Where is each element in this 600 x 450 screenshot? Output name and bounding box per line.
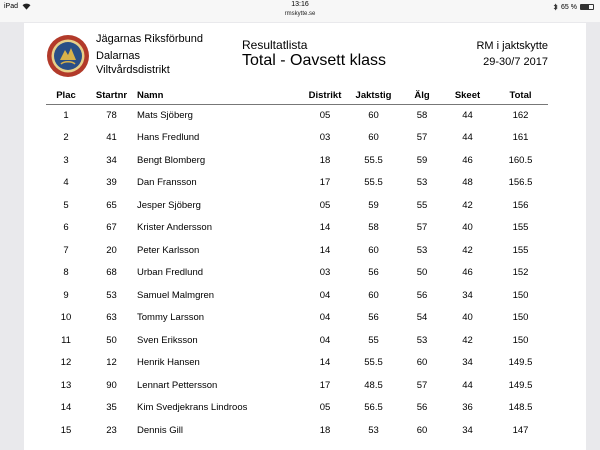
title-resultatlista: Resultatlista	[242, 38, 308, 52]
title-total-class: Total - Oavsett klass	[242, 52, 387, 69]
cell-total: 148.5	[508, 402, 533, 414]
cell-district: 04	[319, 334, 331, 346]
column-header-jaktstig: Jaktstig	[355, 89, 392, 101]
cell-jaktstig: 55	[368, 334, 379, 346]
cell-alg: 56	[416, 402, 428, 414]
cell-alg: 53	[416, 244, 428, 256]
cell-district: 18	[319, 154, 331, 166]
table-row	[46, 329, 548, 352]
cell-name: Tommy Larsson	[137, 312, 205, 324]
cell-place: 11	[61, 334, 71, 346]
cell-total: 149.5	[508, 357, 533, 369]
cell-skeet: 44	[462, 379, 473, 391]
cell-jaktstig: 60	[368, 289, 379, 301]
cell-name: Peter Karlsson	[137, 244, 200, 256]
org-line-1: Jägarnas Riksförbund	[96, 33, 204, 45]
cell-alg: 59	[416, 154, 428, 166]
cell-alg: 58	[416, 110, 428, 121]
cell-jaktstig: 48.5	[364, 379, 383, 391]
battery-icon	[580, 4, 594, 10]
cell-total: 150	[512, 289, 529, 301]
table-row	[46, 352, 548, 375]
cell-skeet: 40	[462, 222, 473, 234]
cell-skeet: 34	[462, 289, 473, 301]
cell-alg: 55	[416, 199, 428, 211]
cell-name: Urban Fredlund	[137, 267, 204, 279]
cell-alg: 53	[416, 334, 428, 346]
cell-place: 10	[60, 312, 72, 324]
cell-place: 1	[63, 110, 69, 121]
cell-total: 150	[512, 334, 529, 346]
cell-start-number: 39	[106, 177, 117, 189]
cell-skeet: 48	[462, 177, 473, 189]
cell-start-number: 65	[106, 199, 117, 211]
cell-name: Bengt Blomberg	[137, 154, 206, 166]
cell-jaktstig: 53	[368, 424, 379, 436]
cell-skeet: 42	[462, 334, 473, 346]
cell-alg: 57	[416, 379, 428, 391]
cell-alg: 57	[416, 222, 428, 234]
cell-place: 3	[63, 154, 69, 166]
cell-total: 156	[512, 199, 529, 211]
cell-start-number: 50	[106, 334, 117, 346]
cell-name: Samuel Malmgren	[137, 289, 215, 301]
cell-jaktstig: 56.5	[364, 402, 383, 414]
cell-jaktstig: 55.5	[364, 154, 383, 166]
cell-skeet: 46	[462, 267, 473, 279]
cell-skeet: 34	[462, 424, 473, 436]
cell-place: 2	[63, 132, 69, 144]
event-dates: 29-30/7 2017	[483, 56, 548, 68]
cell-place: 5	[63, 199, 69, 211]
table-header-row	[46, 87, 548, 104]
cell-jaktstig: 56	[368, 267, 379, 279]
cell-place: 9	[63, 289, 69, 301]
table-row	[46, 217, 548, 240]
table-row	[46, 284, 548, 307]
cell-district: 17	[319, 177, 331, 189]
cell-jaktstig: 55.5	[364, 177, 383, 189]
table-row	[46, 262, 548, 285]
cell-jaktstig: 60	[368, 244, 379, 256]
cell-start-number: 12	[106, 357, 117, 369]
table-row	[46, 127, 548, 150]
cell-alg: 60	[416, 357, 428, 369]
cell-start-number: 53	[106, 289, 117, 301]
cell-start-number: 63	[106, 312, 117, 324]
organization-name	[96, 32, 203, 77]
column-header-total: Total	[509, 89, 532, 101]
cell-total: 150	[512, 312, 529, 324]
org-line-2: Dalarnas	[96, 50, 141, 62]
page-title	[242, 38, 386, 70]
cell-name: Lennart Pettersson	[137, 379, 218, 391]
column-header-name: Namn	[137, 89, 164, 101]
table-row	[46, 172, 548, 195]
cell-district: 04	[319, 289, 331, 301]
table-body	[46, 104, 548, 442]
cell-alg: 57	[416, 132, 428, 144]
cell-total: 155	[512, 222, 529, 234]
cell-place: 15	[60, 424, 72, 436]
cell-start-number: 35	[106, 402, 117, 414]
cell-jaktstig: 60	[368, 110, 379, 121]
cell-name: Kim Svedjekrans Lindroos	[137, 402, 248, 414]
table-row	[46, 374, 548, 397]
cell-district: 17	[319, 379, 331, 391]
cell-skeet: 40	[462, 312, 473, 324]
cell-name: Mats Sjöberg	[137, 110, 193, 121]
cell-total: 155	[512, 244, 529, 256]
battery-fill	[581, 5, 589, 9]
event-info	[476, 38, 548, 70]
cell-place: 6	[63, 222, 69, 234]
cell-place: 8	[63, 267, 69, 279]
address-bar-url[interactable]: rmskytte.se	[284, 11, 316, 17]
cell-district: 03	[319, 132, 331, 144]
cell-name: Sven Eriksson	[137, 334, 198, 346]
cell-place: 7	[63, 244, 69, 256]
cell-total: 147	[512, 424, 529, 436]
cell-jaktstig: 59	[368, 199, 379, 211]
results-table	[46, 87, 548, 442]
cell-total: 162	[512, 110, 529, 121]
cell-skeet: 36	[462, 402, 473, 414]
column-header-district: Distrikt	[308, 89, 342, 101]
column-header-start-number: Startnr	[95, 89, 128, 101]
cell-start-number: 67	[106, 222, 117, 234]
cell-start-number: 23	[106, 424, 117, 436]
cell-place: 4	[63, 177, 69, 189]
cell-alg: 54	[416, 312, 428, 324]
table-row	[46, 419, 548, 442]
cell-total: 156.5	[508, 177, 533, 189]
event-name: RM i jaktskytte	[476, 40, 548, 52]
cell-jaktstig: 55.5	[364, 357, 383, 369]
status-right	[553, 3, 594, 11]
table-row	[46, 397, 548, 420]
cell-skeet: 42	[462, 199, 473, 211]
cell-total: 160.5	[508, 154, 533, 166]
cell-start-number: 78	[106, 110, 117, 121]
result-document	[24, 23, 586, 450]
cell-start-number: 20	[106, 244, 117, 256]
cell-district: 14	[319, 222, 331, 234]
column-header-place: Plac	[56, 89, 76, 101]
cell-alg: 50	[416, 267, 428, 279]
cell-district: 04	[319, 312, 331, 324]
cell-district: 05	[319, 110, 331, 121]
cell-alg: 56	[416, 289, 428, 301]
table-row	[46, 149, 548, 172]
cell-start-number: 68	[106, 267, 117, 279]
table-row	[46, 307, 548, 330]
cell-total: 161	[512, 132, 529, 144]
battery-percent: 65 %	[561, 3, 577, 11]
clock: 13:16	[291, 1, 309, 8]
column-header-skeet: Skeet	[454, 89, 481, 101]
organization-logo-icon	[46, 34, 90, 78]
table-row	[46, 104, 548, 127]
cell-total: 152	[512, 267, 529, 279]
cell-start-number: 34	[106, 154, 117, 166]
cell-name: Henrik Hansen	[137, 357, 200, 369]
cell-start-number: 41	[106, 132, 117, 144]
cell-name: Krister Andersson	[137, 222, 212, 234]
cell-name: Jesper Sjöberg	[137, 199, 201, 211]
cell-skeet: 42	[462, 244, 473, 256]
cell-district: 14	[319, 244, 331, 256]
device-name: iPad	[4, 3, 19, 10]
cell-skeet: 44	[462, 132, 473, 144]
cell-name: Dennis Gill	[137, 424, 183, 436]
org-line-3: Viltvårdsdistrikt	[96, 64, 170, 76]
cell-jaktstig: 58	[368, 222, 379, 234]
cell-jaktstig: 60	[368, 132, 379, 144]
cell-start-number: 90	[106, 379, 117, 391]
cell-skeet: 44	[462, 110, 473, 121]
cell-place: 14	[60, 402, 72, 414]
cell-total: 149.5	[508, 379, 533, 391]
table-row	[46, 239, 548, 262]
cell-place: 12	[60, 357, 72, 369]
cell-name: Dan Fransson	[137, 177, 197, 189]
cell-district: 03	[319, 267, 331, 279]
cell-alg: 60	[416, 424, 428, 436]
cell-alg: 53	[416, 177, 428, 189]
cell-district: 05	[319, 402, 331, 414]
ios-status-bar	[0, 0, 600, 22]
column-header-alg: Älg	[414, 89, 430, 101]
cell-district: 14	[319, 357, 331, 369]
table-row	[46, 194, 548, 217]
bluetooth-icon	[553, 3, 558, 11]
cell-skeet: 46	[462, 154, 473, 166]
cell-jaktstig: 56	[368, 312, 379, 324]
cell-place: 13	[60, 379, 72, 391]
cell-skeet: 34	[462, 357, 473, 369]
cell-district: 18	[319, 424, 331, 436]
cell-name: Hans Fredlund	[137, 132, 200, 144]
cell-district: 05	[319, 199, 331, 211]
